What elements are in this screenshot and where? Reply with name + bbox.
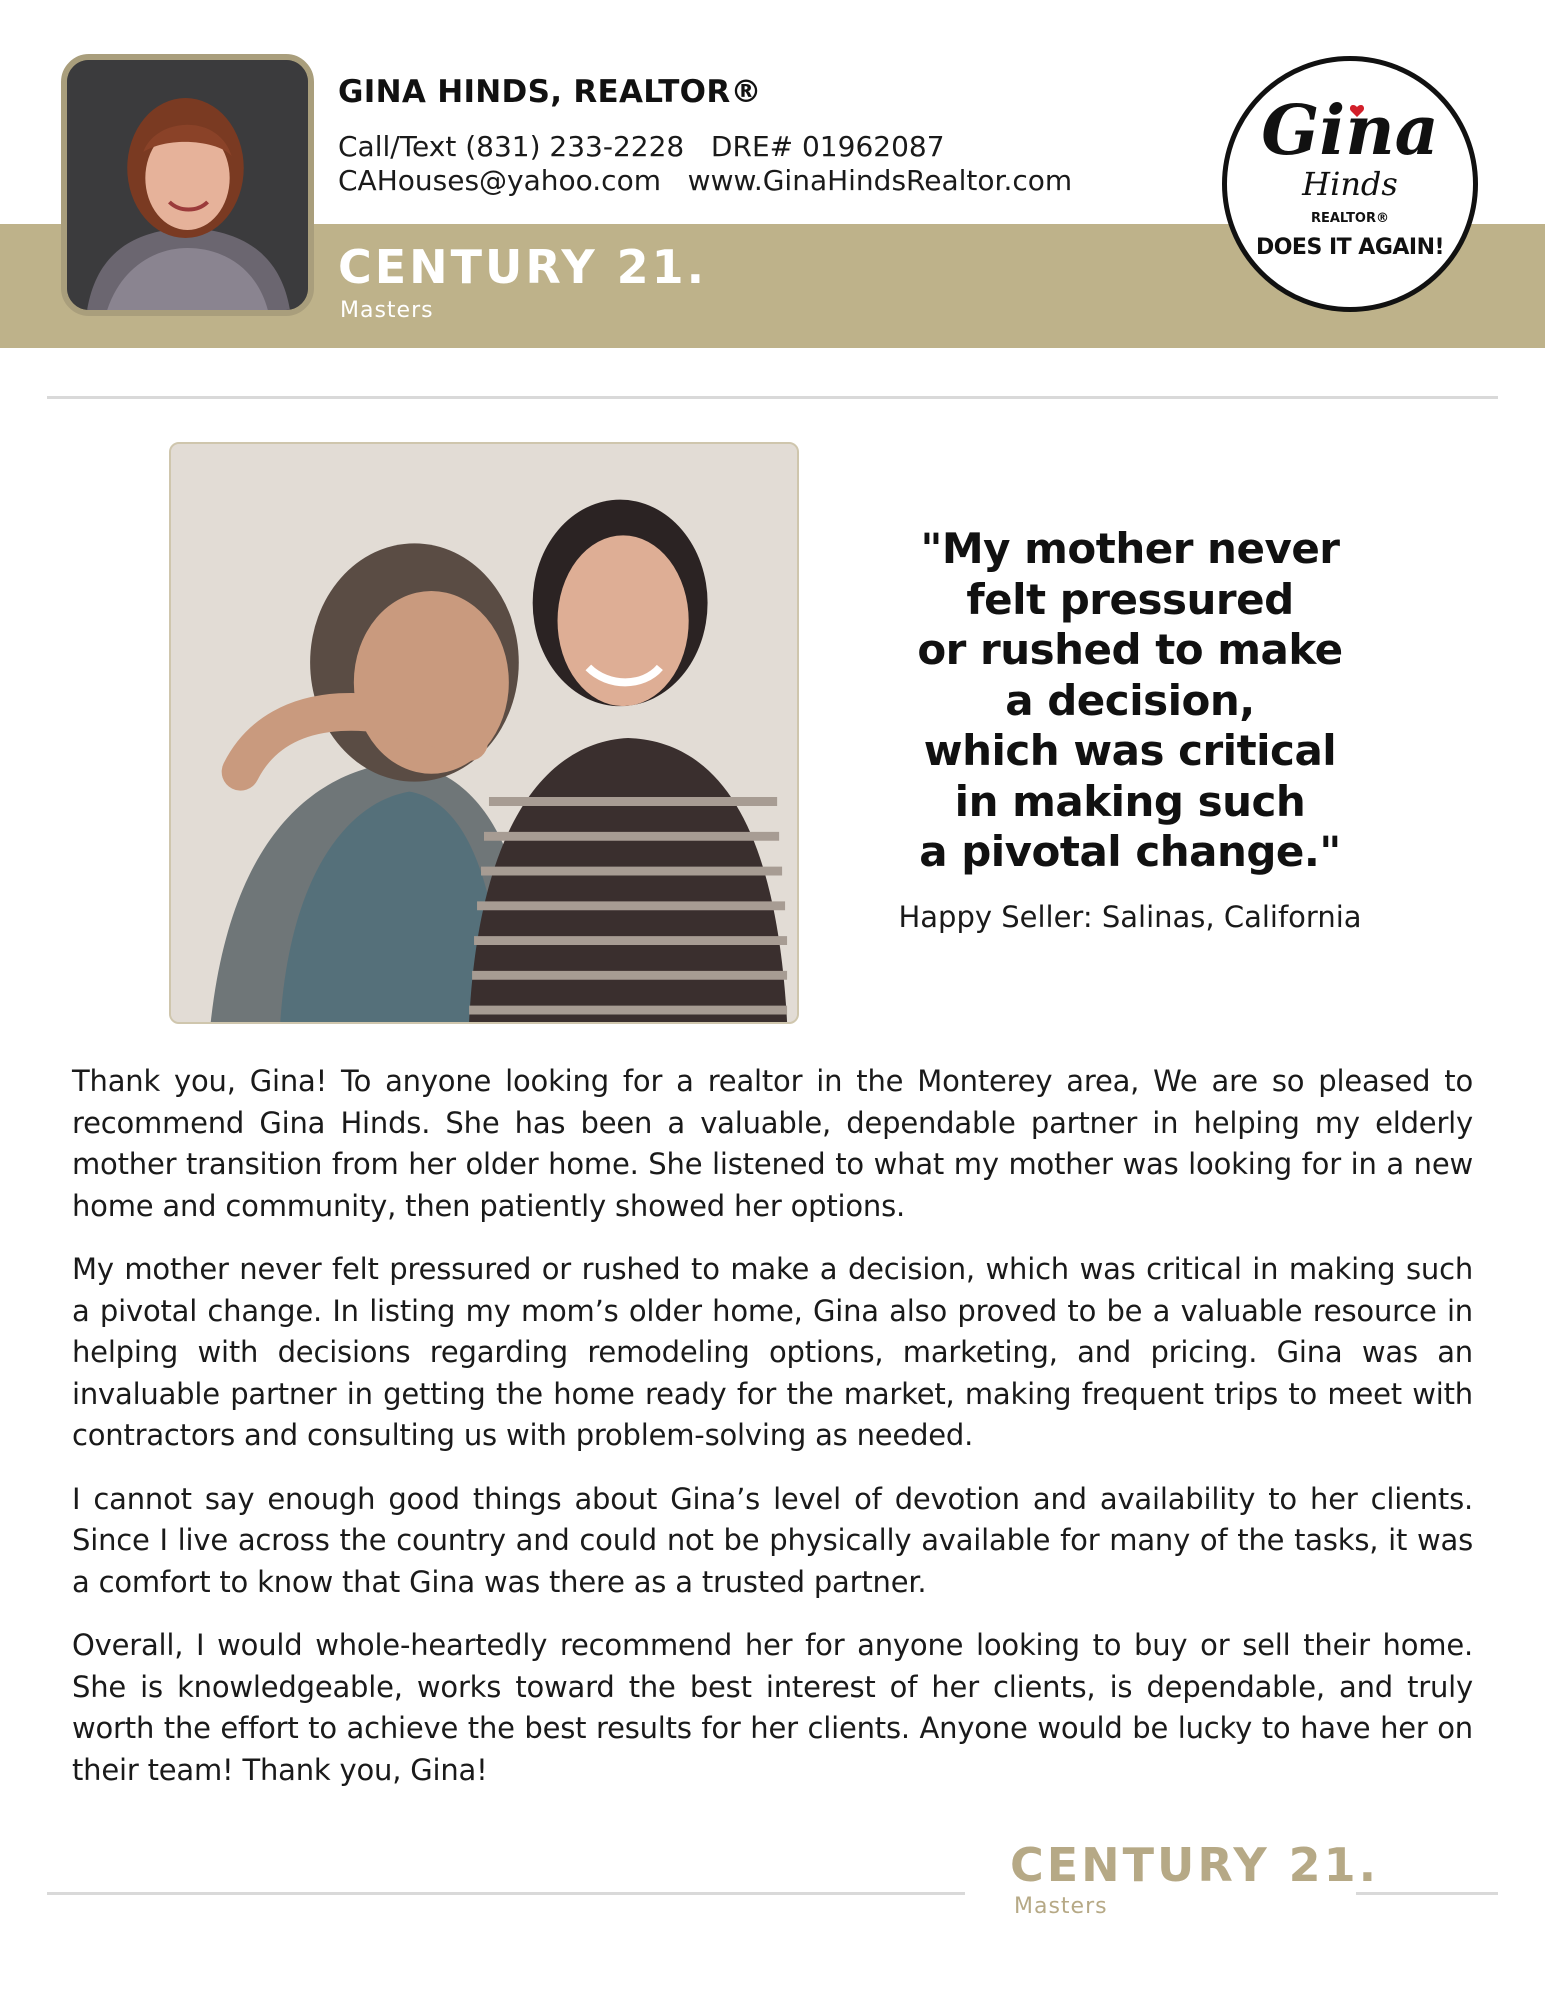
- top-divider: [47, 396, 1498, 399]
- testimonial-body: [72, 1061, 1473, 1813]
- footer-divider-left: [47, 1892, 965, 1895]
- testimonial-attribution: Happy Seller: Salinas, California: [898, 900, 1362, 934]
- logo-script-last: Hinds: [1302, 165, 1398, 203]
- body-paragraph: My mother never felt pressured or rushed to make a decision, which was critical in making such a pivotal change. In listing my mom’s older home, Gina also proved to be a valuable resource in helping with decisions regarding remodeling options, marketing, and pricing. Gina was an invaluable partner in getting the home ready for the market, making frequent trips to meet with contractors and consulting us with problem-solving as needed.: [72, 1252, 1473, 1452]
- testimonial-photo: [169, 442, 799, 1024]
- contact-email-website: CAHouses@yahoo.com www.GinaHindsRealtor.com: [338, 164, 1073, 197]
- footer-century21-logo: CENTURY 21.: [1010, 1838, 1380, 1892]
- century21-office: Masters: [340, 298, 434, 323]
- footer-divider-right: [1356, 1892, 1498, 1895]
- agent-headshot: [61, 54, 314, 316]
- logo-script-first: Gina: [1261, 91, 1439, 171]
- body-paragraph: Overall, I would whole-heartedly recommend her for anyone looking to buy or sell their home. She is knowledgeable, works toward the best interest of her clients, is dependable, and truly worth the effort to achieve the best results for her clients. Anyone would be lucky to have her on their team! Thank you, Gina!: [72, 1628, 1473, 1787]
- contact-phone-dre: Call/Text (831) 233-2228 DRE# 01962087: [338, 130, 945, 163]
- gina-hinds-logo: [1222, 56, 1478, 312]
- logo-realtor-mark: REALTOR®: [1310, 211, 1389, 226]
- body-paragraph: Thank you, Gina! To anyone looking for a realtor in the Monterey area, We are so pleased to recommend Gina Hinds. She has been a valuable, dependable partner in helping my elderly mother transition from her older home. She listened to what my mother was looking for in a new home and community, then patiently showed her options.: [72, 1064, 1473, 1223]
- body-paragraph: I cannot say enough good things about Gina’s level of devotion and availability to her clients. Since I live across the country and could not be physically available for many of the tasks, it was a comfort to know that Gina was there as a trusted partner.: [72, 1481, 1473, 1599]
- century21-logo: CENTURY 21.: [338, 240, 708, 294]
- agent-name: GINA HINDS, REALTOR®: [338, 74, 762, 110]
- footer-century21-office: Masters: [1014, 1894, 1108, 1919]
- testimonial-quote: "My mother never felt pressured or rushed to make a decision, which was critical in making such a pivotal change.": [917, 524, 1343, 876]
- logo-tagline: DOES IT AGAIN!: [1255, 235, 1445, 260]
